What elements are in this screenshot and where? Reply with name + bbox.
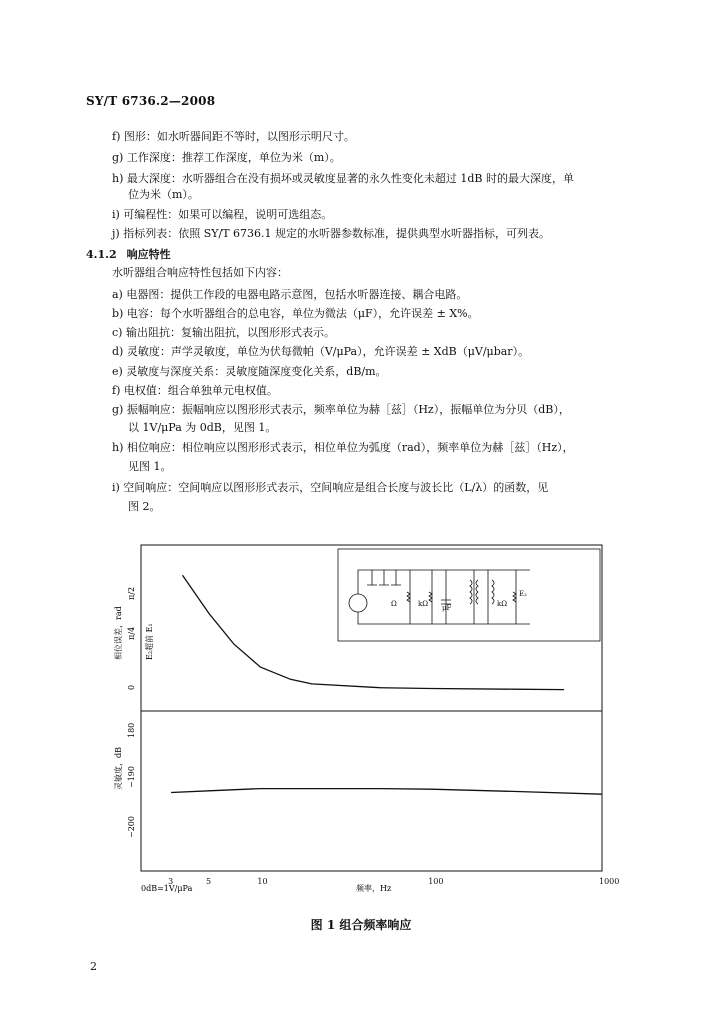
figure-caption: 图 1 组合频率响应 <box>310 918 412 932</box>
upper-tick-0: π/2 <box>127 586 136 600</box>
standard-header: SY/T 6736.2—2008 <box>86 94 216 108</box>
item-a: a) 电器图：提供工作段的电器电路示意图，包括水听器连接、耦合电路。 <box>112 288 468 301</box>
item-i: i) 可编程性：如果可以编程，说明可选组态。 <box>112 208 333 221</box>
upper-tick-1: π/4 <box>127 626 136 640</box>
upper-y-label-2: E₂超前 E₁ <box>145 623 154 660</box>
lower-tick-2: −200 <box>127 816 136 838</box>
item-j: j) 指标列表：依照 SY/T 6736.1 规定的水听器参数标准，提供典型水听器指标，可列表。 <box>112 227 551 240</box>
item-f2: f) 电权值：组合单独单元电权值。 <box>112 384 278 397</box>
reference-label: 0dB=1V/μPa <box>141 884 193 893</box>
item-b: b) 电容：每个水听器组合的总电容，单位为微法（μF），允许误差 ± X%。 <box>112 307 479 320</box>
intro-line: 水听器组合响应特性包括如下内容： <box>112 266 288 279</box>
x-tick-label: 10 <box>257 877 268 886</box>
page-number: 2 <box>90 960 97 973</box>
item-g: g) 工作深度：推荐工作深度，单位为米（m）。 <box>112 151 341 164</box>
upper-y-label: 相位误差，rad <box>114 606 123 660</box>
item-e: e) 灵敏度与深度关系：灵敏度随深度变化关系，dB/m。 <box>112 365 387 378</box>
section-number: 4.1.2 <box>86 248 117 261</box>
x-tick-label: 5 <box>206 877 212 886</box>
lower-tick-0: 180 <box>127 722 136 738</box>
section-title: 响应特性 <box>126 248 171 261</box>
item-g2: g) 振幅响应：振幅响应以图形形式表示，频率单位为赫［兹］（Hz），振幅单位为分贝（dB）， <box>112 403 570 416</box>
lower-tick-1: −190 <box>127 766 136 788</box>
item-h: h) 最大深度：水听器组合在没有损坏或灵敏度显著的永久性变化未超过 1dB 时的最大深度，单 <box>112 172 574 185</box>
upper-tick-2: 0 <box>127 684 136 690</box>
item-h-cont: 位为米（m）。 <box>128 188 199 201</box>
item-h2: h) 相位响应：相位响应以图形形式表示，相位单位为弧度（rad），频率单位为赫［兹］（Hz）， <box>112 441 574 454</box>
item-g2-cont: 以 1V/μPa 为 0dB，见图 1。 <box>128 421 277 434</box>
x-axis-label: 频率，Hz <box>356 884 392 893</box>
circuit-label-e2: E₂ <box>519 590 527 598</box>
item-d: d) 灵敏度：声学灵敏度，单位为伏每微帕（V/μPa），允许误差 ± XdB（μV/μbar）。 <box>112 345 530 358</box>
item-i2: i) 空间响应：空间响应以图形形式表示，空间响应是组合长度与波长比（L/λ）的函数，见 <box>112 481 549 494</box>
x-tick-label: 1000 <box>599 877 620 886</box>
x-tick-label: 100 <box>428 877 444 886</box>
item-f: f) 图形：如水听器间距不等时，以图形示明尺寸。 <box>112 130 355 143</box>
sensitivity-curve <box>171 789 602 795</box>
circuit-label-ohm: Ω <box>391 600 397 608</box>
x-tick-label: 3 <box>168 877 174 886</box>
item-c: c) 输出阻抗：复输出阻抗，以图形形式表示。 <box>112 326 335 339</box>
circuit-label-kohm-2: kΩ <box>497 600 508 608</box>
lower-y-label: 灵敏度，dB <box>114 747 123 790</box>
circuit-diagram <box>338 549 600 641</box>
circuit-label-uf: μF <box>442 604 452 612</box>
circuit-label-kohm-1: kΩ <box>418 600 429 608</box>
item-i2-cont: 图 2。 <box>128 500 161 513</box>
item-h2-cont: 见图 1。 <box>128 460 172 473</box>
